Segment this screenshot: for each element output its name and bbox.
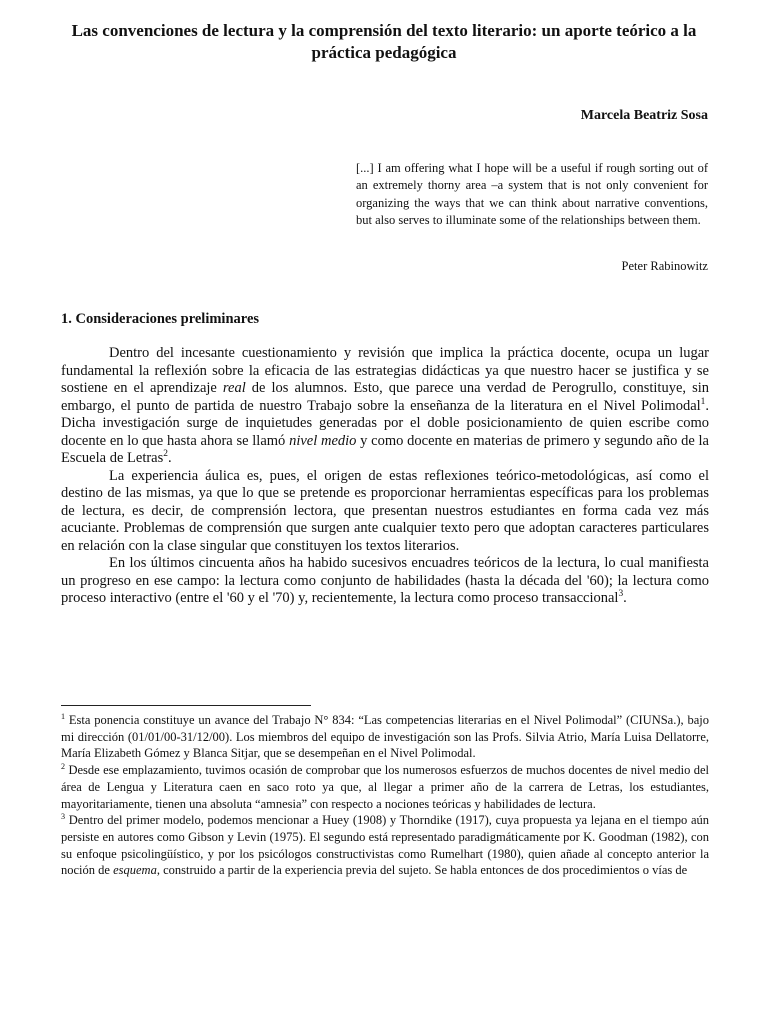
emphasis-esquema: esquema	[113, 863, 157, 878]
footnote-3: $^3$ Dentro del primer modelo, podemos mencionar a Huey (1908) y Thorndike (1917), cuya propuesta ya lejana en el tiempo aún persiste en autores como Gibson y Levin (1975). El segundo está representado paradigmáticamente por K. Goodman (1982), con su enfoque psicolingüístico, y por los psicólogos constructivistas como Rumelhart (1980), quien añade al concepto anterior la noción de esquema, construido a partir de la experiencia previa del sujeto. Se habla entonces de dos procedimientos o vías de	[61, 812, 710, 878]
footnote-mark-2: 2	[61, 761, 66, 771]
paragraph-3: En los últimos cincuenta años ha habido sucesivos encuadres teóricos de la lectura, lo cual manifiesta un progreso en ese campo: la lectura como conjunto de habilidades (hasta la década del '60); la lectura como proceso interactivo (entre el '60 y el '70) y, recientemente, la lectura como proceso transaccional$^3$.	[61, 555, 709, 606]
footnote-ref-3[interactable]: 3	[618, 589, 624, 600]
footnote-2: $^2$ Desde ese emplazamiento, tuvimos ocasión de comprobar que los numerosos esfuerzos de muchos docentes de nivel medio del área de Lengua y Literatura caen en saco roto ya que, al llegar a primer año de la carrera de Letras, los estudiantes, mayoritariamente, tienen una absoluta “amnesia” con respecto a nociones teóricas y habilidades de lectura.	[61, 761, 710, 811]
epigraph-author: Peter Rabinowitz	[621, 259, 708, 273]
footnote-ref-1[interactable]: 1	[700, 396, 706, 407]
section-body	[61, 345, 709, 608]
footnote-1: $^1$ Esta ponencia constituye un avance del Trabajo N° 834: “Las competencias literarias en el Nivel Polimodal” (CIUNSa.), bajo mi dirección (01/01/00-31/12/00). Los miembros del equipo de investigación son las Profs. Silvia Atrio, María Luisa Dellatorre, María Elizabeth Gómez y Blanca Sitjar, que se desempeñan en el Nivel Polimodal.	[61, 711, 710, 761]
emphasis-nivel-medio: nivel medio	[289, 432, 357, 449]
footnotes	[61, 712, 709, 879]
footnote-ref-2[interactable]: 2	[163, 449, 168, 460]
footnote-mark-3: 3	[61, 812, 66, 822]
footnote-separator	[61, 705, 311, 706]
author-name: Marcela Beatriz Sosa	[580, 108, 708, 123]
emphasis-real: real	[222, 380, 246, 396]
footnote-mark-1: 1	[61, 711, 66, 721]
paragraph-2: La experiencia áulica es, pues, el origen de estas reflexiones teórico-metodológicas, así como el destino de las mismas, ya que lo que se pretende es proporcionar herramientas específicas para los problemas de lectura, es decir, de comprensión lectora, que presentan nuestros estudiantes en forma cada vez más acuciante. Problemas de comprensión que surgen ante cualquier texto pero que adoptan caracteres particulares en relación con la clase singular que constituyen los textos literarios.	[61, 467, 709, 554]
epigraph-quote: [...] I am offering what I hope will be a useful if rough sorting out of an extremely thorny area –a system that is not only convenient for organizing the ways that we can think about narrative conventions, but also serves to illuminate some of the relationships between them.	[356, 161, 708, 227]
section-heading: 1. Consideraciones preliminares	[61, 311, 260, 327]
paper-title: Las convenciones de lectura y la comprensión del texto literario: un aporte teórico a la práctica pedagógica	[71, 21, 697, 62]
paragraph-1: Dentro del incesante cuestionamiento y revisión que implica la práctica docente, ocupa un lugar fundamental la reflexión sobre la eficacia de las estrategias didácticas ya que nuestro hacer se justifica y se sostiene en el aprendizaje real de los alumnos. Esto, que parece una verdad de Perogrullo, constituye, sin embargo, el punto de partida de nuestro Trabajo sobre la enseñanza de la literatura en el Nivel Polimodal$^1$. Dicha investigación surge de inquietudes generadas por el doble posicionamiento de quien escribe como docente en lo que hasta ahora se llamó nivel medio y como docente en materias de primero y segundo año de la Escuela de Letras$^2$.	[61, 345, 709, 466]
